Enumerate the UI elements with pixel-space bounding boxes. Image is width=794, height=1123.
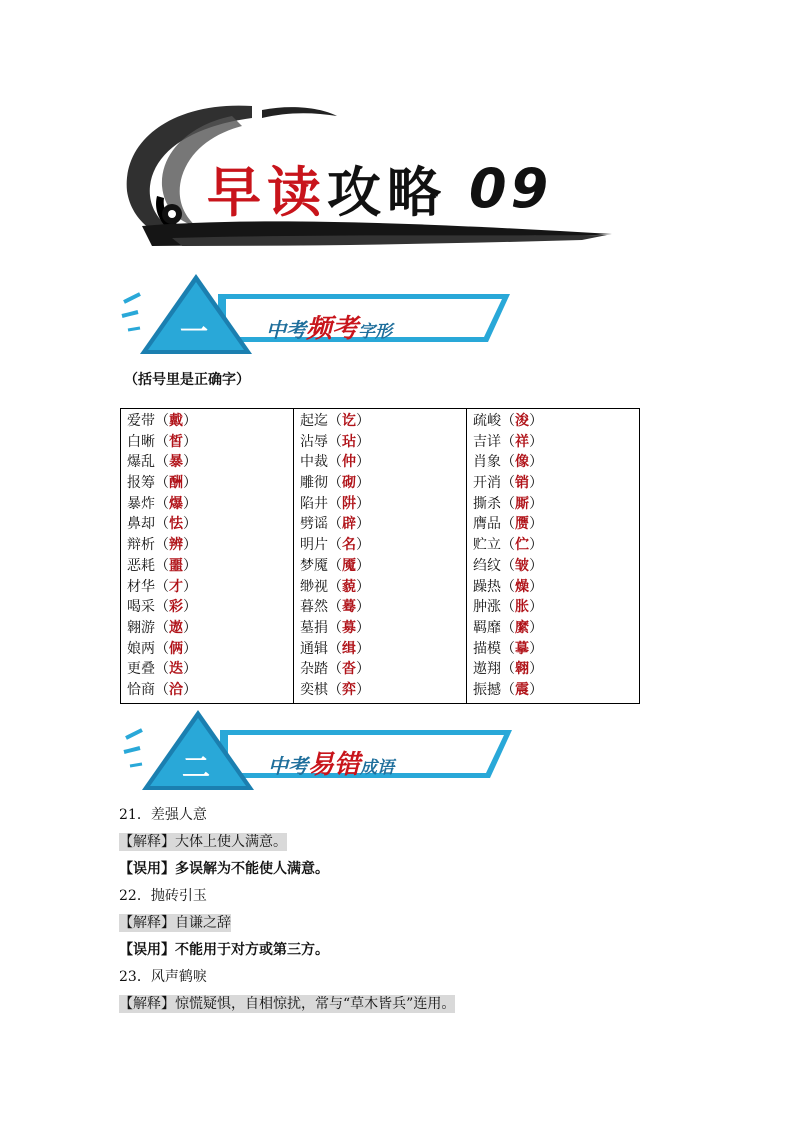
paren-close: ） bbox=[529, 537, 543, 554]
word-text: 沾辱 bbox=[300, 433, 328, 450]
idiom-explanation bbox=[119, 910, 719, 936]
table-row bbox=[121, 409, 640, 704]
idiom-title: 22．抛砖引玉 bbox=[119, 888, 207, 904]
paren-close: ） bbox=[183, 495, 197, 512]
idiom-explanation-text: 【解释】大体上使人满意。 bbox=[119, 834, 287, 850]
paren-open: （ bbox=[328, 599, 342, 616]
word-text: 中裁 bbox=[300, 454, 328, 471]
paren-close: ） bbox=[183, 537, 197, 554]
word-entry bbox=[300, 659, 460, 680]
paren-close: ） bbox=[356, 661, 370, 678]
correct-char: 沓 bbox=[342, 661, 356, 678]
paren-close: ） bbox=[529, 413, 543, 429]
word-text: 恰商 bbox=[127, 681, 155, 698]
word-text: 恶耗 bbox=[127, 557, 155, 574]
word-text: 振撼 bbox=[473, 681, 501, 698]
correct-char: 玷 bbox=[342, 433, 356, 450]
word-text: 吉详 bbox=[473, 433, 501, 450]
paren-close: ） bbox=[183, 661, 197, 678]
paren-open: （ bbox=[155, 619, 169, 636]
word-entry bbox=[473, 514, 633, 535]
word-text: 暴炸 bbox=[127, 495, 155, 512]
correct-char: 暴 bbox=[169, 454, 183, 471]
paren-close: ） bbox=[183, 681, 197, 698]
paren-close: ） bbox=[356, 578, 370, 595]
paren-close: ） bbox=[529, 557, 543, 574]
word-text: 遨翔 bbox=[473, 661, 501, 678]
correct-char: 酬 bbox=[169, 475, 183, 492]
paren-open: （ bbox=[328, 681, 342, 698]
correct-char: 阱 bbox=[342, 495, 356, 512]
word-text: 贮立 bbox=[473, 537, 501, 554]
word-entry bbox=[127, 494, 287, 515]
table-column-2 bbox=[294, 409, 467, 704]
correct-char: 魇 bbox=[342, 557, 356, 574]
paren-close: ） bbox=[529, 681, 543, 698]
correct-char: 遨 bbox=[169, 619, 183, 636]
word-entry bbox=[300, 618, 460, 639]
correct-char: 洽 bbox=[169, 681, 183, 698]
word-text: 报筹 bbox=[127, 475, 155, 492]
paren-open: （ bbox=[328, 495, 342, 512]
word-entry bbox=[473, 473, 633, 494]
idiom-explanation bbox=[119, 991, 719, 1017]
paren-close: ） bbox=[183, 413, 197, 429]
word-entry bbox=[473, 597, 633, 618]
paren-close: ） bbox=[356, 495, 370, 512]
word-entry bbox=[300, 535, 460, 556]
word-table bbox=[120, 408, 640, 704]
paren-close: ） bbox=[529, 495, 543, 512]
word-text: 陷井 bbox=[300, 495, 328, 512]
word-text: 撕杀 bbox=[473, 495, 501, 512]
paren-open: （ bbox=[155, 475, 169, 492]
paren-open: （ bbox=[155, 661, 169, 678]
paren-close: ） bbox=[356, 413, 370, 429]
correct-char: 皱 bbox=[515, 557, 529, 574]
word-entry bbox=[300, 411, 460, 432]
word-text: 爆乱 bbox=[127, 454, 155, 471]
paren-open: （ bbox=[328, 433, 342, 450]
correct-char: 砌 bbox=[342, 475, 356, 492]
correct-char: 藐 bbox=[342, 578, 356, 595]
paren-open: （ bbox=[155, 516, 169, 533]
paren-open: （ bbox=[501, 557, 515, 574]
word-entry bbox=[473, 432, 633, 453]
correct-char: 震 bbox=[515, 681, 529, 698]
word-entry bbox=[300, 452, 460, 473]
word-entry bbox=[300, 680, 460, 701]
paren-close: ） bbox=[356, 433, 370, 450]
paren-open: （ bbox=[328, 661, 342, 678]
word-entry bbox=[473, 659, 633, 680]
correct-char: 厮 bbox=[515, 495, 529, 512]
word-text: 辩析 bbox=[127, 537, 155, 554]
title-part2: 攻略 bbox=[327, 159, 447, 224]
word-text: 肿涨 bbox=[473, 599, 501, 616]
word-text: 缈视 bbox=[300, 578, 328, 595]
word-entry bbox=[127, 452, 287, 473]
word-entry bbox=[300, 514, 460, 535]
paren-open: （ bbox=[501, 599, 515, 616]
correct-char: 仲 bbox=[342, 454, 356, 471]
section-number: 一 bbox=[179, 315, 208, 348]
paren-close: ） bbox=[356, 537, 370, 554]
word-entry bbox=[127, 535, 287, 556]
paren-open: （ bbox=[328, 413, 342, 429]
paren-close: ） bbox=[356, 475, 370, 492]
section-header-1 bbox=[118, 272, 518, 364]
paren-close: ） bbox=[529, 433, 543, 450]
paren-close: ） bbox=[356, 599, 370, 616]
section-title bbox=[266, 308, 392, 345]
correct-char: 辟 bbox=[342, 516, 356, 533]
paren-open: （ bbox=[328, 454, 342, 471]
correct-char: 怯 bbox=[169, 516, 183, 533]
section-title-c: 字形 bbox=[358, 322, 393, 342]
correct-char: 弈 bbox=[342, 681, 356, 698]
correct-char: 胀 bbox=[515, 599, 529, 616]
title-part1: 早读 bbox=[207, 159, 327, 224]
word-text: 白晰 bbox=[127, 433, 155, 450]
word-text: 开消 bbox=[473, 475, 501, 492]
correct-char: 赝 bbox=[515, 516, 529, 533]
word-entry bbox=[127, 514, 287, 535]
paren-open: （ bbox=[501, 433, 515, 450]
section-title-a: 中考 bbox=[268, 754, 308, 778]
paren-open: （ bbox=[155, 681, 169, 698]
word-entry bbox=[127, 597, 287, 618]
idiom-misuse: 【误用】不能用于对方或第三方。 bbox=[119, 942, 329, 958]
word-entry bbox=[300, 494, 460, 515]
word-text: 肖象 bbox=[473, 454, 501, 471]
correct-char: 销 bbox=[515, 475, 529, 492]
correct-char: 伫 bbox=[515, 537, 529, 554]
correct-char: 募 bbox=[342, 619, 356, 636]
paren-close: ） bbox=[529, 599, 543, 616]
section-title-a: 中考 bbox=[266, 318, 306, 342]
paren-open: （ bbox=[501, 475, 515, 492]
correct-char: 才 bbox=[169, 578, 183, 595]
paren-open: （ bbox=[328, 619, 342, 636]
idiom-title: 21．差强人意 bbox=[119, 807, 207, 823]
section-title-b: 易错 bbox=[308, 750, 361, 780]
word-text: 雕彻 bbox=[300, 475, 328, 492]
idiom-explanation-text: 【解释】惊慌疑惧，自相惊扰，常与“草木皆兵”连用。 bbox=[119, 996, 456, 1012]
paren-close: ） bbox=[183, 557, 197, 574]
paren-open: （ bbox=[501, 578, 515, 595]
paren-open: （ bbox=[501, 516, 515, 533]
word-entry bbox=[473, 535, 633, 556]
correct-char: 蓦 bbox=[342, 599, 356, 616]
word-text: 羁靡 bbox=[473, 619, 501, 636]
word-entry bbox=[300, 577, 460, 598]
paren-close: ） bbox=[183, 578, 197, 595]
correct-char: 浚 bbox=[515, 413, 529, 429]
correct-char: 像 bbox=[515, 454, 529, 471]
paren-close: ） bbox=[356, 454, 370, 471]
correct-char: 爆 bbox=[169, 495, 183, 512]
word-text: 疏峻 bbox=[473, 413, 501, 429]
paren-open: （ bbox=[501, 640, 515, 657]
idiom-explanation bbox=[119, 829, 719, 855]
word-text: 材华 bbox=[127, 578, 155, 595]
word-text: 描模 bbox=[473, 640, 501, 657]
word-text: 躁热 bbox=[473, 578, 501, 595]
correct-char: 縻 bbox=[515, 619, 529, 636]
paren-open: （ bbox=[501, 619, 515, 636]
word-entry bbox=[473, 577, 633, 598]
paren-open: （ bbox=[155, 640, 169, 657]
word-entry bbox=[300, 473, 460, 494]
paren-close: ） bbox=[529, 475, 543, 492]
table-note: （括号里是正确字） bbox=[124, 372, 250, 388]
idiom-explanation-text: 【解释】自谦之辞 bbox=[119, 915, 231, 931]
paren-open: （ bbox=[501, 537, 515, 554]
word-entry bbox=[127, 411, 287, 432]
word-text: 膺品 bbox=[473, 516, 501, 533]
word-text: 起迄 bbox=[300, 413, 328, 429]
word-text: 杂踏 bbox=[300, 661, 328, 678]
correct-char: 皙 bbox=[169, 433, 183, 450]
section-title bbox=[268, 744, 394, 781]
table-column-3 bbox=[467, 409, 640, 704]
paren-open: （ bbox=[155, 413, 169, 429]
paren-close: ） bbox=[529, 661, 543, 678]
word-text: 更叠 bbox=[127, 661, 155, 678]
paren-close: ） bbox=[183, 640, 197, 657]
correct-char: 彩 bbox=[169, 599, 183, 616]
section-number: 二 bbox=[181, 751, 210, 784]
paren-open: （ bbox=[501, 413, 515, 429]
paren-close: ） bbox=[529, 454, 543, 471]
word-text: 墓捐 bbox=[300, 619, 328, 636]
paren-close: ） bbox=[183, 454, 197, 471]
paren-close: ） bbox=[183, 619, 197, 636]
word-entry bbox=[473, 452, 633, 473]
paren-open: （ bbox=[328, 537, 342, 554]
word-entry bbox=[127, 577, 287, 598]
paren-open: （ bbox=[501, 495, 515, 512]
paren-open: （ bbox=[328, 578, 342, 595]
word-text: 明片 bbox=[300, 537, 328, 554]
word-text: 绉纹 bbox=[473, 557, 501, 574]
correct-char: 摹 bbox=[515, 640, 529, 657]
paren-close: ） bbox=[529, 578, 543, 595]
word-entry bbox=[127, 432, 287, 453]
word-text: 奕棋 bbox=[300, 681, 328, 698]
title-number: 09 bbox=[469, 156, 553, 220]
paren-open: （ bbox=[155, 495, 169, 512]
correct-char: 缉 bbox=[342, 640, 356, 657]
paren-close: ） bbox=[529, 640, 543, 657]
paren-open: （ bbox=[155, 599, 169, 616]
word-entry bbox=[300, 432, 460, 453]
paren-open: （ bbox=[155, 537, 169, 554]
correct-char: 辨 bbox=[169, 537, 183, 554]
correct-char: 名 bbox=[342, 537, 356, 554]
paren-open: （ bbox=[501, 681, 515, 698]
word-entry bbox=[127, 680, 287, 701]
paren-open: （ bbox=[328, 516, 342, 533]
title-banner bbox=[112, 96, 692, 266]
correct-char: 俩 bbox=[169, 640, 183, 657]
paren-open: （ bbox=[155, 454, 169, 471]
word-text: 暮然 bbox=[300, 599, 328, 616]
section-title-c: 成语 bbox=[360, 758, 395, 778]
section-title-b: 频考 bbox=[306, 314, 359, 344]
paren-close: ） bbox=[356, 681, 370, 698]
correct-char: 燥 bbox=[515, 578, 529, 595]
paren-close: ） bbox=[529, 516, 543, 533]
word-entry bbox=[473, 411, 633, 432]
paren-open: （ bbox=[501, 661, 515, 678]
paren-close: ） bbox=[183, 433, 197, 450]
paren-close: ） bbox=[183, 475, 197, 492]
paren-close: ） bbox=[183, 599, 197, 616]
word-entry bbox=[127, 618, 287, 639]
word-entry bbox=[127, 639, 287, 660]
correct-char: 噩 bbox=[169, 557, 183, 574]
word-text: 鼻却 bbox=[127, 516, 155, 533]
word-text: 爱带 bbox=[127, 413, 155, 429]
paren-close: ） bbox=[356, 640, 370, 657]
paren-open: （ bbox=[328, 640, 342, 657]
word-entry bbox=[473, 494, 633, 515]
word-entry bbox=[473, 639, 633, 660]
paren-open: （ bbox=[501, 454, 515, 471]
paren-open: （ bbox=[328, 557, 342, 574]
idiom-misuse: 【误用】多误解为不能使人满意。 bbox=[119, 861, 329, 877]
word-entry bbox=[473, 556, 633, 577]
correct-char: 戴 bbox=[169, 413, 183, 429]
word-entry bbox=[473, 618, 633, 639]
idiom-list bbox=[119, 802, 719, 1017]
word-entry bbox=[127, 556, 287, 577]
page-title bbox=[207, 148, 552, 228]
paren-close: ） bbox=[356, 516, 370, 533]
paren-open: （ bbox=[328, 475, 342, 492]
word-text: 娘两 bbox=[127, 640, 155, 657]
word-entry bbox=[300, 556, 460, 577]
table-column-1 bbox=[121, 409, 294, 704]
word-entry bbox=[127, 659, 287, 680]
correct-char: 迭 bbox=[169, 661, 183, 678]
paren-close: ） bbox=[529, 619, 543, 636]
word-entry bbox=[473, 680, 633, 701]
word-text: 劈谣 bbox=[300, 516, 328, 533]
word-text: 喝采 bbox=[127, 599, 155, 616]
correct-char: 翱 bbox=[515, 661, 529, 678]
paren-open: （ bbox=[155, 557, 169, 574]
paren-close: ） bbox=[356, 557, 370, 574]
word-text: 翱游 bbox=[127, 619, 155, 636]
word-text: 梦魇 bbox=[300, 557, 328, 574]
section-header-2 bbox=[120, 708, 520, 800]
word-entry bbox=[300, 597, 460, 618]
correct-char: 讫 bbox=[342, 413, 356, 429]
word-text: 通辑 bbox=[300, 640, 328, 657]
idiom-title: 23．风声鹤唳 bbox=[119, 969, 207, 985]
paren-close: ） bbox=[356, 619, 370, 636]
word-entry bbox=[127, 473, 287, 494]
paren-open: （ bbox=[155, 433, 169, 450]
correct-char: 祥 bbox=[515, 433, 529, 450]
paren-close: ） bbox=[183, 516, 197, 533]
word-entry bbox=[300, 639, 460, 660]
paren-open: （ bbox=[155, 578, 169, 595]
